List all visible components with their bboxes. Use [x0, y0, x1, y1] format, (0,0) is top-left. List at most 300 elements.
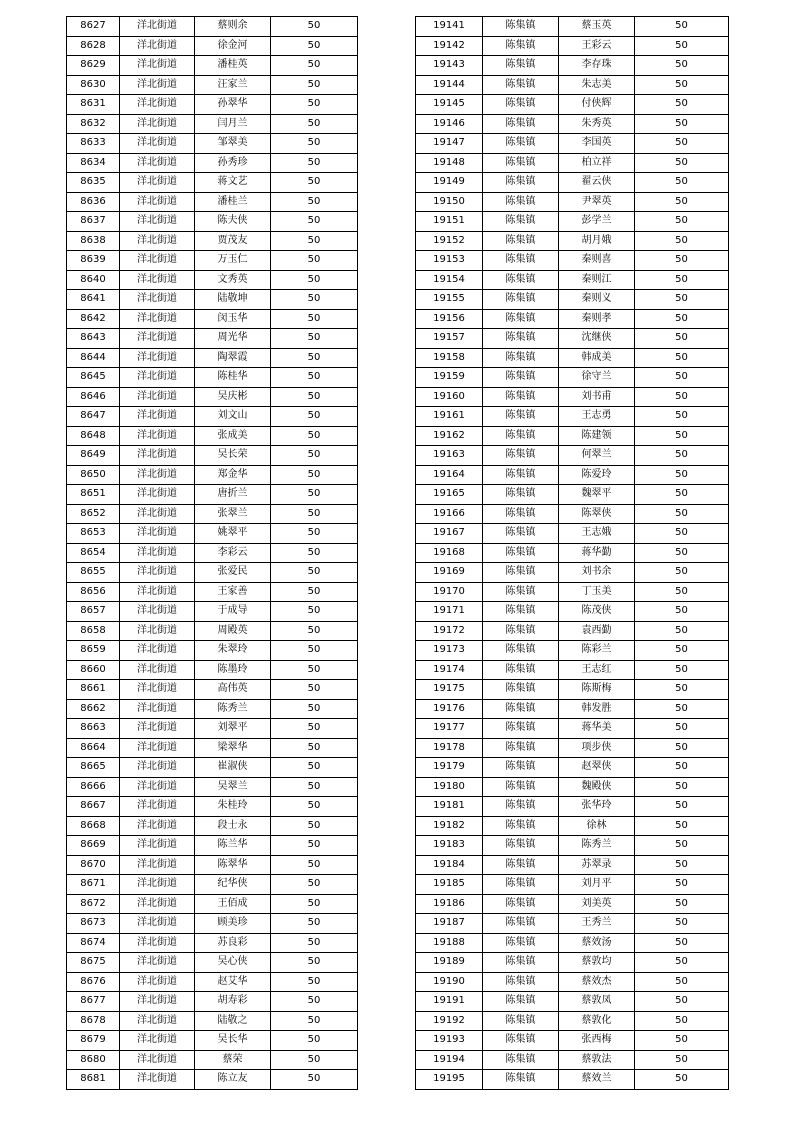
serial-number-cell: 8635 — [67, 173, 120, 193]
township-cell: 洋北街道 — [120, 543, 195, 563]
township-cell: 洋北街道 — [120, 602, 195, 622]
name-cell: 张爱民 — [195, 563, 271, 583]
amount-cell: 50 — [635, 777, 729, 797]
serial-number-cell: 8636 — [67, 192, 120, 212]
township-cell: 陈集镇 — [483, 153, 559, 173]
table-row — [67, 1011, 358, 1031]
table-row — [416, 485, 729, 505]
township-cell: 陈集镇 — [483, 680, 559, 700]
township-cell: 洋北街道 — [120, 504, 195, 524]
amount-cell: 50 — [271, 641, 358, 661]
name-cell: 顾美珍 — [195, 914, 271, 934]
serial-number-cell: 8639 — [67, 251, 120, 271]
left-table — [66, 16, 358, 1090]
amount-cell: 50 — [271, 1050, 358, 1070]
serial-number-cell: 8627 — [67, 17, 120, 37]
serial-number-cell: 19165 — [416, 485, 483, 505]
amount-cell: 50 — [271, 114, 358, 134]
table-row — [67, 933, 358, 953]
amount-cell: 50 — [271, 875, 358, 895]
name-cell: 韩成美 — [559, 348, 635, 368]
name-cell: 李国英 — [559, 134, 635, 154]
table-row — [67, 329, 358, 349]
table-row — [67, 251, 358, 271]
township-cell: 洋北街道 — [120, 192, 195, 212]
name-cell: 陈茂侠 — [559, 602, 635, 622]
township-cell: 洋北街道 — [120, 153, 195, 173]
name-cell: 蔡敦均 — [559, 953, 635, 973]
township-cell: 陈集镇 — [483, 894, 559, 914]
township-cell: 陈集镇 — [483, 192, 559, 212]
serial-number-cell: 8671 — [67, 875, 120, 895]
serial-number-cell: 19164 — [416, 465, 483, 485]
serial-number-cell: 19147 — [416, 134, 483, 154]
name-cell: 闫月兰 — [195, 114, 271, 134]
township-cell: 陈集镇 — [483, 953, 559, 973]
township-cell: 洋北街道 — [120, 972, 195, 992]
serial-number-cell: 8629 — [67, 56, 120, 76]
name-cell: 陈兰华 — [195, 836, 271, 856]
township-cell: 洋北街道 — [120, 446, 195, 466]
table-row — [67, 680, 358, 700]
amount-cell: 50 — [271, 699, 358, 719]
table-row — [67, 972, 358, 992]
table-row — [416, 134, 729, 154]
township-cell: 洋北街道 — [120, 855, 195, 875]
amount-cell: 50 — [635, 933, 729, 953]
township-cell: 陈集镇 — [483, 992, 559, 1012]
name-cell: 王志勇 — [559, 407, 635, 427]
serial-number-cell: 19178 — [416, 738, 483, 758]
township-cell: 洋北街道 — [120, 348, 195, 368]
table-row — [67, 368, 358, 388]
table-row — [67, 875, 358, 895]
township-cell: 陈集镇 — [483, 738, 559, 758]
table-row — [416, 17, 729, 37]
township-cell: 陈集镇 — [483, 543, 559, 563]
township-cell: 洋北街道 — [120, 290, 195, 310]
township-cell: 陈集镇 — [483, 719, 559, 739]
township-cell: 洋北街道 — [120, 933, 195, 953]
name-cell: 吴心侠 — [195, 953, 271, 973]
township-cell: 陈集镇 — [483, 75, 559, 95]
table-row — [67, 563, 358, 583]
name-cell: 王秀兰 — [559, 914, 635, 934]
serial-number-cell: 8654 — [67, 543, 120, 563]
name-cell: 蔡敦化 — [559, 1011, 635, 1031]
township-cell: 陈集镇 — [483, 641, 559, 661]
serial-number-cell: 8642 — [67, 309, 120, 329]
township-cell: 陈集镇 — [483, 699, 559, 719]
serial-number-cell: 19183 — [416, 836, 483, 856]
township-cell: 洋北街道 — [120, 524, 195, 544]
township-cell: 洋北街道 — [120, 563, 195, 583]
table-row — [67, 719, 358, 739]
amount-cell: 50 — [271, 368, 358, 388]
table-row — [416, 290, 729, 310]
table-row — [67, 134, 358, 154]
serial-number-cell: 8675 — [67, 953, 120, 973]
table-row — [416, 914, 729, 934]
table-row — [67, 270, 358, 290]
table-row — [67, 95, 358, 115]
township-cell: 陈集镇 — [483, 797, 559, 817]
name-cell: 胡寿彩 — [195, 992, 271, 1012]
township-cell: 洋北街道 — [120, 914, 195, 934]
serial-number-cell: 8653 — [67, 524, 120, 544]
table-row — [67, 836, 358, 856]
amount-cell: 50 — [635, 212, 729, 232]
table-row — [67, 602, 358, 622]
amount-cell: 50 — [271, 465, 358, 485]
township-cell: 陈集镇 — [483, 251, 559, 271]
amount-cell: 50 — [635, 465, 729, 485]
name-cell: 沈继侠 — [559, 329, 635, 349]
table-row — [416, 270, 729, 290]
table-row — [416, 1050, 729, 1070]
table-row — [416, 894, 729, 914]
township-cell: 陈集镇 — [483, 231, 559, 251]
name-cell: 纪华侠 — [195, 875, 271, 895]
township-cell: 陈集镇 — [483, 836, 559, 856]
name-cell: 闵玉华 — [195, 309, 271, 329]
amount-cell: 50 — [635, 563, 729, 583]
name-cell: 蒋华勤 — [559, 543, 635, 563]
township-cell: 陈集镇 — [483, 933, 559, 953]
serial-number-cell: 8667 — [67, 797, 120, 817]
township-cell: 洋北街道 — [120, 953, 195, 973]
serial-number-cell: 8643 — [67, 329, 120, 349]
township-cell: 陈集镇 — [483, 875, 559, 895]
name-cell: 刘书甫 — [559, 387, 635, 407]
table-row — [416, 173, 729, 193]
name-cell: 魏殿侠 — [559, 777, 635, 797]
township-cell: 洋北街道 — [120, 270, 195, 290]
name-cell: 何翠兰 — [559, 446, 635, 466]
name-cell: 蔡敦凤 — [559, 992, 635, 1012]
serial-number-cell: 8655 — [67, 563, 120, 583]
amount-cell: 50 — [635, 407, 729, 427]
table-row — [67, 855, 358, 875]
right-table-body — [416, 17, 729, 1090]
name-cell: 梁翠华 — [195, 738, 271, 758]
name-cell: 朱桂玲 — [195, 797, 271, 817]
township-cell: 陈集镇 — [483, 446, 559, 466]
table-row — [67, 894, 358, 914]
name-cell: 吴庆彬 — [195, 387, 271, 407]
township-cell: 洋北街道 — [120, 797, 195, 817]
name-cell: 徐林 — [559, 816, 635, 836]
township-cell: 陈集镇 — [483, 972, 559, 992]
amount-cell: 50 — [635, 992, 729, 1012]
serial-number-cell: 8656 — [67, 582, 120, 602]
table-row — [67, 738, 358, 758]
name-cell: 陈立友 — [195, 1070, 271, 1090]
serial-number-cell: 19179 — [416, 758, 483, 778]
name-cell: 陆敬坤 — [195, 290, 271, 310]
amount-cell: 50 — [271, 329, 358, 349]
township-cell: 洋北街道 — [120, 173, 195, 193]
amount-cell: 50 — [635, 699, 729, 719]
amount-cell: 50 — [271, 758, 358, 778]
name-cell: 项步侠 — [559, 738, 635, 758]
name-cell: 陈爱玲 — [559, 465, 635, 485]
table-row — [67, 173, 358, 193]
township-cell: 洋北街道 — [120, 836, 195, 856]
serial-number-cell: 8664 — [67, 738, 120, 758]
amount-cell: 50 — [635, 758, 729, 778]
amount-cell: 50 — [271, 290, 358, 310]
name-cell: 陈桂华 — [195, 368, 271, 388]
table-row — [416, 680, 729, 700]
name-cell: 蔡玉英 — [559, 17, 635, 37]
amount-cell: 50 — [271, 621, 358, 641]
serial-number-cell: 8665 — [67, 758, 120, 778]
amount-cell: 50 — [635, 738, 729, 758]
name-cell: 陈夫侠 — [195, 212, 271, 232]
serial-number-cell: 19180 — [416, 777, 483, 797]
township-cell: 洋北街道 — [120, 465, 195, 485]
name-cell: 段士永 — [195, 816, 271, 836]
name-cell: 蒋华美 — [559, 719, 635, 739]
amount-cell: 50 — [635, 348, 729, 368]
serial-number-cell: 8630 — [67, 75, 120, 95]
township-cell: 洋北街道 — [120, 231, 195, 251]
name-cell: 蒋文艺 — [195, 173, 271, 193]
amount-cell: 50 — [635, 1070, 729, 1090]
township-cell: 陈集镇 — [483, 348, 559, 368]
name-cell: 赵翠侠 — [559, 758, 635, 778]
name-cell: 高伟英 — [195, 680, 271, 700]
township-cell: 洋北街道 — [120, 387, 195, 407]
serial-number-cell: 8652 — [67, 504, 120, 524]
name-cell: 蔡荣 — [195, 1050, 271, 1070]
township-cell: 陈集镇 — [483, 1070, 559, 1090]
serial-number-cell: 8662 — [67, 699, 120, 719]
name-cell: 王彩云 — [559, 36, 635, 56]
name-cell: 陈彩兰 — [559, 641, 635, 661]
table-row — [416, 641, 729, 661]
serial-number-cell: 19182 — [416, 816, 483, 836]
amount-cell: 50 — [271, 816, 358, 836]
amount-cell: 50 — [271, 1011, 358, 1031]
amount-cell: 50 — [635, 153, 729, 173]
name-cell: 潘桂兰 — [195, 192, 271, 212]
township-cell: 陈集镇 — [483, 426, 559, 446]
table-row — [416, 465, 729, 485]
name-cell: 陈秀兰 — [559, 836, 635, 856]
amount-cell: 50 — [271, 894, 358, 914]
serial-number-cell: 19158 — [416, 348, 483, 368]
serial-number-cell: 19181 — [416, 797, 483, 817]
township-cell: 洋北街道 — [120, 134, 195, 154]
serial-number-cell: 19146 — [416, 114, 483, 134]
name-cell: 刘书余 — [559, 563, 635, 583]
amount-cell: 50 — [271, 504, 358, 524]
amount-cell: 50 — [271, 231, 358, 251]
serial-number-cell: 19153 — [416, 251, 483, 271]
serial-number-cell: 19172 — [416, 621, 483, 641]
amount-cell: 50 — [271, 192, 358, 212]
table-row — [416, 582, 729, 602]
serial-number-cell: 19185 — [416, 875, 483, 895]
amount-cell: 50 — [635, 1050, 729, 1070]
serial-number-cell: 8673 — [67, 914, 120, 934]
table-row — [67, 348, 358, 368]
name-cell: 汪家兰 — [195, 75, 271, 95]
name-cell: 秦则义 — [559, 290, 635, 310]
table-row — [67, 153, 358, 173]
serial-number-cell: 19155 — [416, 290, 483, 310]
serial-number-cell: 19194 — [416, 1050, 483, 1070]
name-cell: 刘文山 — [195, 407, 271, 427]
table-row — [416, 797, 729, 817]
name-cell: 邹翠美 — [195, 134, 271, 154]
township-cell: 洋北街道 — [120, 699, 195, 719]
name-cell: 张西梅 — [559, 1031, 635, 1051]
township-cell: 洋北街道 — [120, 1070, 195, 1090]
table-row — [67, 387, 358, 407]
serial-number-cell: 19156 — [416, 309, 483, 329]
amount-cell: 50 — [635, 192, 729, 212]
amount-cell: 50 — [635, 56, 729, 76]
amount-cell: 50 — [635, 953, 729, 973]
serial-number-cell: 19161 — [416, 407, 483, 427]
amount-cell: 50 — [635, 524, 729, 544]
table-row — [67, 914, 358, 934]
name-cell: 吴翠兰 — [195, 777, 271, 797]
name-cell: 吴长荣 — [195, 446, 271, 466]
name-cell: 秦则江 — [559, 270, 635, 290]
name-cell: 贾茂友 — [195, 231, 271, 251]
township-cell: 洋北街道 — [120, 114, 195, 134]
township-cell: 陈集镇 — [483, 465, 559, 485]
serial-number-cell: 19170 — [416, 582, 483, 602]
name-cell: 唐折兰 — [195, 485, 271, 505]
left-table-body — [67, 17, 358, 1090]
serial-number-cell: 8677 — [67, 992, 120, 1012]
amount-cell: 50 — [635, 36, 729, 56]
table-row — [416, 738, 729, 758]
table-row — [416, 426, 729, 446]
serial-number-cell: 19152 — [416, 231, 483, 251]
serial-number-cell: 8658 — [67, 621, 120, 641]
serial-number-cell: 8661 — [67, 680, 120, 700]
serial-number-cell: 19177 — [416, 719, 483, 739]
amount-cell: 50 — [635, 426, 729, 446]
amount-cell: 50 — [635, 251, 729, 271]
serial-number-cell: 8640 — [67, 270, 120, 290]
table-row — [67, 1031, 358, 1051]
serial-number-cell: 8641 — [67, 290, 120, 310]
amount-cell: 50 — [271, 543, 358, 563]
name-cell: 徐金河 — [195, 36, 271, 56]
township-cell: 陈集镇 — [483, 855, 559, 875]
serial-number-cell: 8678 — [67, 1011, 120, 1031]
table-row — [67, 524, 358, 544]
table-row — [67, 777, 358, 797]
serial-number-cell: 8680 — [67, 1050, 120, 1070]
serial-number-cell: 19142 — [416, 36, 483, 56]
serial-number-cell: 8657 — [67, 602, 120, 622]
table-row — [416, 524, 729, 544]
table-row — [416, 251, 729, 271]
amount-cell: 50 — [271, 777, 358, 797]
amount-cell: 50 — [635, 621, 729, 641]
name-cell: 蔡效汤 — [559, 933, 635, 953]
amount-cell: 50 — [271, 387, 358, 407]
serial-number-cell: 19184 — [416, 855, 483, 875]
table-row — [416, 212, 729, 232]
serial-number-cell: 19187 — [416, 914, 483, 934]
township-cell: 洋北街道 — [120, 95, 195, 115]
name-cell: 袁西勤 — [559, 621, 635, 641]
amount-cell: 50 — [271, 348, 358, 368]
township-cell: 陈集镇 — [483, 309, 559, 329]
amount-cell: 50 — [635, 290, 729, 310]
name-cell: 李存珠 — [559, 56, 635, 76]
table-row — [416, 1031, 729, 1051]
name-cell: 张成美 — [195, 426, 271, 446]
table-row — [416, 855, 729, 875]
township-cell: 陈集镇 — [483, 17, 559, 37]
serial-number-cell: 19144 — [416, 75, 483, 95]
amount-cell: 50 — [271, 602, 358, 622]
serial-number-cell: 8644 — [67, 348, 120, 368]
name-cell: 于成导 — [195, 602, 271, 622]
amount-cell: 50 — [271, 212, 358, 232]
serial-number-cell: 8676 — [67, 972, 120, 992]
amount-cell: 50 — [635, 173, 729, 193]
table-row — [416, 563, 729, 583]
name-cell: 蔡则余 — [195, 17, 271, 37]
township-cell: 洋北街道 — [120, 485, 195, 505]
amount-cell: 50 — [271, 426, 358, 446]
amount-cell: 50 — [271, 680, 358, 700]
amount-cell: 50 — [271, 75, 358, 95]
table-row — [416, 1070, 729, 1090]
amount-cell: 50 — [271, 270, 358, 290]
amount-cell: 50 — [635, 504, 729, 524]
table-row — [67, 1050, 358, 1070]
name-cell: 陈秀兰 — [195, 699, 271, 719]
township-cell: 陈集镇 — [483, 602, 559, 622]
amount-cell: 50 — [271, 485, 358, 505]
serial-number-cell: 19193 — [416, 1031, 483, 1051]
name-cell: 蔡效杰 — [559, 972, 635, 992]
table-row — [416, 602, 729, 622]
serial-number-cell: 8663 — [67, 719, 120, 739]
amount-cell: 50 — [271, 407, 358, 427]
table-row — [67, 582, 358, 602]
name-cell: 孙秀珍 — [195, 153, 271, 173]
table-row — [416, 36, 729, 56]
table-row — [416, 329, 729, 349]
table-row — [416, 153, 729, 173]
serial-number-cell: 8650 — [67, 465, 120, 485]
serial-number-cell: 8647 — [67, 407, 120, 427]
table-row — [67, 36, 358, 56]
name-cell: 陈翠华 — [195, 855, 271, 875]
amount-cell: 50 — [271, 524, 358, 544]
table-row — [416, 504, 729, 524]
township-cell: 洋北街道 — [120, 1011, 195, 1031]
name-cell: 王志娥 — [559, 524, 635, 544]
amount-cell: 50 — [271, 153, 358, 173]
serial-number-cell: 19174 — [416, 660, 483, 680]
name-cell: 翟云侠 — [559, 173, 635, 193]
township-cell: 陈集镇 — [483, 270, 559, 290]
